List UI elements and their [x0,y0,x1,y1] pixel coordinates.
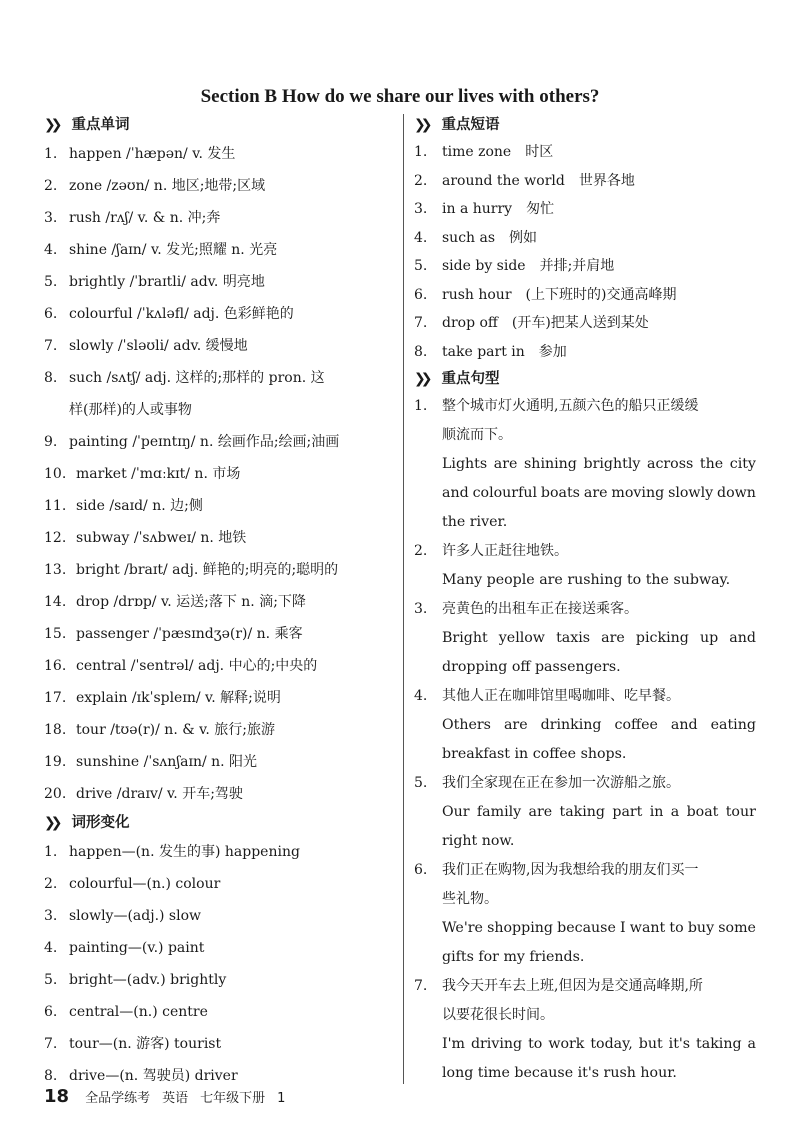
list-item [44,996,392,1028]
word: are [583,485,608,501]
item-text: drop /drɒp/ v. 运送;落下 n. 滴;下降 [76,594,306,610]
word-forms-list [44,836,392,1092]
sentence-english [414,711,756,740]
phrase-english: such as [442,229,496,246]
item-text: painting /ˈpeɪntɪŋ/ n. 绘画作品;绘画;油画 [69,434,340,450]
word: are [503,717,528,733]
word: but [638,1036,663,1052]
word: I [620,920,626,936]
double-chevron-icon: ❯❯ [44,117,58,133]
word: picking [635,630,689,646]
item-text: tour—(n. 游客) tourist [69,1036,222,1052]
item-number: 1. [414,144,428,160]
item-text: central—(n.) centre [69,1004,208,1020]
word: taxis [556,630,591,646]
sentence-chinese: 我们正在购物,因为我想给我的朋友们买一 [442,862,699,878]
list-item [44,714,392,746]
item-number: 3. [414,601,428,617]
item-number: 7. [44,338,58,354]
list-item [44,1028,392,1060]
word: to [669,920,684,936]
word: brightly [583,456,641,472]
sentence-item [414,972,756,1001]
item-number: 2. [44,178,58,194]
sentence-chinese: 我今天开车去上班,但因为是交通高峰期,所 [442,978,703,994]
item-text: such /sʌtʃ/ adj. 这样的;那样的 pron. 这 [69,370,325,386]
word: coffee [614,717,658,733]
sentence-item [414,595,756,624]
item-number: 6. [414,286,428,303]
phrase-meaning: 世界各地 [578,172,635,189]
phrase-meaning: 时区 [525,144,554,160]
item-number: 5. [44,972,58,988]
item-number: 8. [414,343,428,360]
word: are [528,804,553,820]
column-divider [403,114,404,1084]
item-number: 3. [44,210,58,226]
item-text: drive—(n. 驾驶员) driver [69,1068,238,1084]
item-text: colourful—(n.) colour [69,876,221,892]
item-number: 19. [44,754,67,770]
list-item [44,586,392,618]
item-number: 2. [414,543,428,559]
item-number: 10. [44,466,67,482]
list-item [44,330,392,362]
word: it's [668,1036,691,1052]
phrase-english: rush hour [442,286,512,303]
word: are [601,630,625,646]
item-number: 4. [414,688,428,704]
phrase-english: time zone [442,144,512,160]
sentence-chinese: 以要花很长时间。 [442,1007,554,1023]
item-text: central /ˈsentrəl/ adj. 中心的;中央的 [76,658,318,674]
item-number: 14. [44,594,67,610]
word: today, [590,1036,633,1052]
sentence-chinese: 我们全家现在正在参加一次游船之旅。 [442,775,680,791]
phrase-meaning: 匆忙 [526,201,555,217]
sentence-english [414,1030,756,1059]
word: a [670,804,680,820]
item-number: 5. [414,775,428,791]
item-number: 7. [414,315,428,331]
word: shopping [487,920,553,936]
word: the [699,456,724,472]
vocab-list [44,138,392,810]
list-item [44,932,392,964]
forms-heading: 词形变化 [71,815,130,831]
word: across [646,456,694,472]
phrases-heading: 重点短语 [441,117,500,133]
item-number: 5. [44,274,58,290]
word: moving [611,485,665,501]
word: in [649,804,664,820]
list-item [44,170,392,202]
list-item [44,778,392,810]
list-item [44,362,392,394]
list-item [414,338,756,367]
phrase-english: side by side [442,258,526,274]
list-item [44,682,392,714]
item-number: 7. [44,1036,58,1052]
list-item [44,266,392,298]
sentence-chinese: 些礼物。 [442,891,498,907]
item-number: 4. [44,242,58,258]
sentence-chinese: 整个城市灯火通明,五颜六色的船只正缓缓 [442,398,699,414]
section-heading-sentences [414,366,756,392]
sentence-english: breakfast in coffee shops. [442,746,627,762]
word: Lights [442,456,488,472]
item-text: passenger /ˈpæsɪndʒə(r)/ n. 乘客 [76,626,303,642]
phrase-meaning: (开车)把某人送到某处 [511,315,649,331]
item-number: 17. [44,690,67,706]
word: and [729,630,756,646]
item-number: 6. [44,306,58,322]
list-item [44,900,392,932]
list-item [414,281,756,310]
item-number: 8. [44,370,58,386]
phrase-english: in a hurry [442,201,513,217]
item-text: sunshine /ˈsʌnʃaɪn/ n. 阳光 [76,754,258,770]
double-chevron-icon: ❯❯ [414,117,428,133]
sentence-english [414,914,756,943]
item-text: bright—(adv.) brightly [69,972,227,988]
phrase-english: drop off [442,315,498,331]
sentence-item [414,856,756,885]
word: buy [687,920,715,936]
page-title: Section B How do we share our lives with others? [200,86,600,107]
grade: 七年级下册 [200,1091,266,1106]
volume: 1 [277,1091,286,1106]
item-number: 4. [414,229,428,246]
item-text: drive /draɪv/ v. 开车;驾驶 [76,786,243,802]
list-item-continuation: 样(那样)的人或事物 [69,402,192,418]
item-text: market /ˈmɑːkɪt/ n. 市场 [76,466,241,482]
phrase-meaning: (上下班时的)交通高峰期 [525,286,677,303]
sentence-chinese: 亮黄色的出租车正在接送乘客。 [442,601,638,617]
list-item [44,554,392,586]
word: taking [696,1036,742,1052]
item-number: 15. [44,626,67,642]
sentence-chinese: 其他人正在咖啡馆里喝咖啡、吃早餐。 [442,688,680,704]
word: yellow [498,630,545,646]
item-number: 3. [414,201,428,217]
item-number: 9. [44,434,58,450]
sentence-english: the river. [442,514,508,530]
item-text: tour /tʊə(r)/ n. & v. 旅行;旅游 [76,722,276,738]
sentence-chinese: 顺流而下。 [442,427,512,443]
phrase-english: around the world [442,172,565,189]
item-text: painting—(v.) paint [69,940,205,956]
word: to [528,1036,543,1052]
list-item [414,309,756,338]
right-column [414,112,756,1088]
item-text: zone /zəʊn/ n. 地区;地带;区域 [69,178,266,194]
item-number: 5. [414,258,428,274]
word: work [548,1036,585,1052]
word: driving [470,1036,523,1052]
item-number: 1. [44,844,58,860]
list-item [44,458,392,490]
phrase-meaning: 参加 [538,343,567,360]
item-number: 7. [414,978,428,994]
item-number: 16. [44,658,67,674]
section-heading-forms [44,810,392,836]
sentence-list [414,392,756,1088]
phrase-meaning: 并排;并肩地 [539,258,615,274]
item-text: happen—(n. 发生的事) happening [69,844,300,860]
item-number: 1. [414,398,428,414]
item-number: 20. [44,786,67,802]
item-text: slowly /ˈsləʊli/ adv. 缓慢地 [69,338,248,354]
word: Our [442,804,470,820]
word: up [699,630,719,646]
word: down [717,485,756,501]
list-item [44,522,392,554]
sentence-chinese: 许多人正赶往地铁。 [442,543,568,559]
sentence-english [414,624,756,653]
item-text: explain /ɪkˈspleɪn/ v. 解释;说明 [76,690,281,706]
word: and [670,717,698,733]
sentence-english: gifts for my friends. [442,949,585,965]
vocab-heading: 重点单词 [71,117,130,133]
list-item [44,964,392,996]
word: because [557,920,616,936]
item-text: colourful /ˈkʌləfl/ adj. 色彩鲜艳的 [69,306,294,322]
list-item [44,836,392,868]
sentence-english: right now. [442,833,515,849]
word: want [629,920,666,936]
sentence-english [414,450,756,479]
word: are [493,456,518,472]
sentence-english: Many people are rushing to the subway. [442,572,731,588]
word: I'm [442,1036,465,1052]
word: some [718,920,756,936]
word: Bright [442,630,488,646]
page-footer [44,1086,297,1107]
sentences-heading: 重点句型 [441,371,500,387]
item-number: 2. [44,876,58,892]
double-chevron-icon: ❯❯ [414,371,428,387]
word: city [729,456,756,472]
item-number: 18. [44,722,67,738]
item-text: bright /braɪt/ adj. 鲜艳的;明亮的;聪明的 [76,562,339,578]
phrase-meaning: 例如 [509,229,538,246]
list-item [414,138,756,167]
sentence-english [414,798,756,827]
word: family [476,804,522,820]
item-number: 1. [44,146,58,162]
word: boats [540,485,580,501]
word: taking [559,804,606,820]
item-text: side /saɪd/ n. 边;侧 [76,498,203,514]
list-item [44,868,392,900]
word: a [747,1036,756,1052]
item-number: 6. [44,1004,58,1020]
word: We're [442,920,483,936]
book-name: 全品学练考 [85,1091,151,1106]
sentence-item [414,769,756,798]
item-number: 2. [414,172,428,189]
sentence-item [414,682,756,711]
item-number: 12. [44,530,67,546]
section-heading-phrases [414,112,756,138]
list-item [414,195,756,224]
word: colourful [472,485,537,501]
item-number: 4. [44,940,58,956]
item-number: 8. [44,1068,58,1084]
phrase-english: take part in [442,343,525,360]
item-text: shine /ʃaɪn/ v. 发光;照耀 n. 光亮 [69,242,278,258]
item-number: 11. [44,498,67,514]
section-heading-vocab [44,112,392,138]
word: part [612,804,643,820]
item-text: slowly—(adj.) slow [69,908,202,924]
item-text: rush /rʌʃ/ v. & n. 冲;奔 [69,210,221,226]
word: and [442,485,469,501]
phrase-list [414,138,756,366]
word: slowly [668,485,714,501]
list-item [44,298,392,330]
list-item [44,746,392,778]
list-item [44,618,392,650]
list-item [414,167,756,196]
list-item [44,202,392,234]
word: boat [686,804,719,820]
left-column [44,112,392,1092]
sentence-english: long time because it's rush hour. [442,1065,677,1081]
sentence-english: dropping off passengers. [442,659,621,675]
subject: 英语 [162,1091,189,1106]
list-item [44,234,392,266]
list-item [414,224,756,253]
item-text: happen /ˈhæpən/ v. 发生 [69,146,236,162]
word: drinking [540,717,602,733]
sentence-english [414,479,756,508]
word: shining [524,456,577,472]
list-item [44,138,392,170]
word: tour [725,804,756,820]
list-item [44,490,392,522]
list-item [414,252,756,281]
item-text: subway /ˈsʌbweɪ/ n. 地铁 [76,530,247,546]
double-chevron-icon: ❯❯ [44,815,58,831]
word: eating [710,717,756,733]
item-number: 3. [44,908,58,924]
sentence-item [414,392,756,421]
sentence-item [414,537,756,566]
item-number: 6. [414,862,428,878]
word: Others [442,717,491,733]
page-number: 18 [44,1086,70,1107]
item-number: 13. [44,562,67,578]
list-item [44,650,392,682]
item-text: brightly /ˈbraɪtli/ adv. 明亮地 [69,274,265,290]
list-item [44,426,392,458]
